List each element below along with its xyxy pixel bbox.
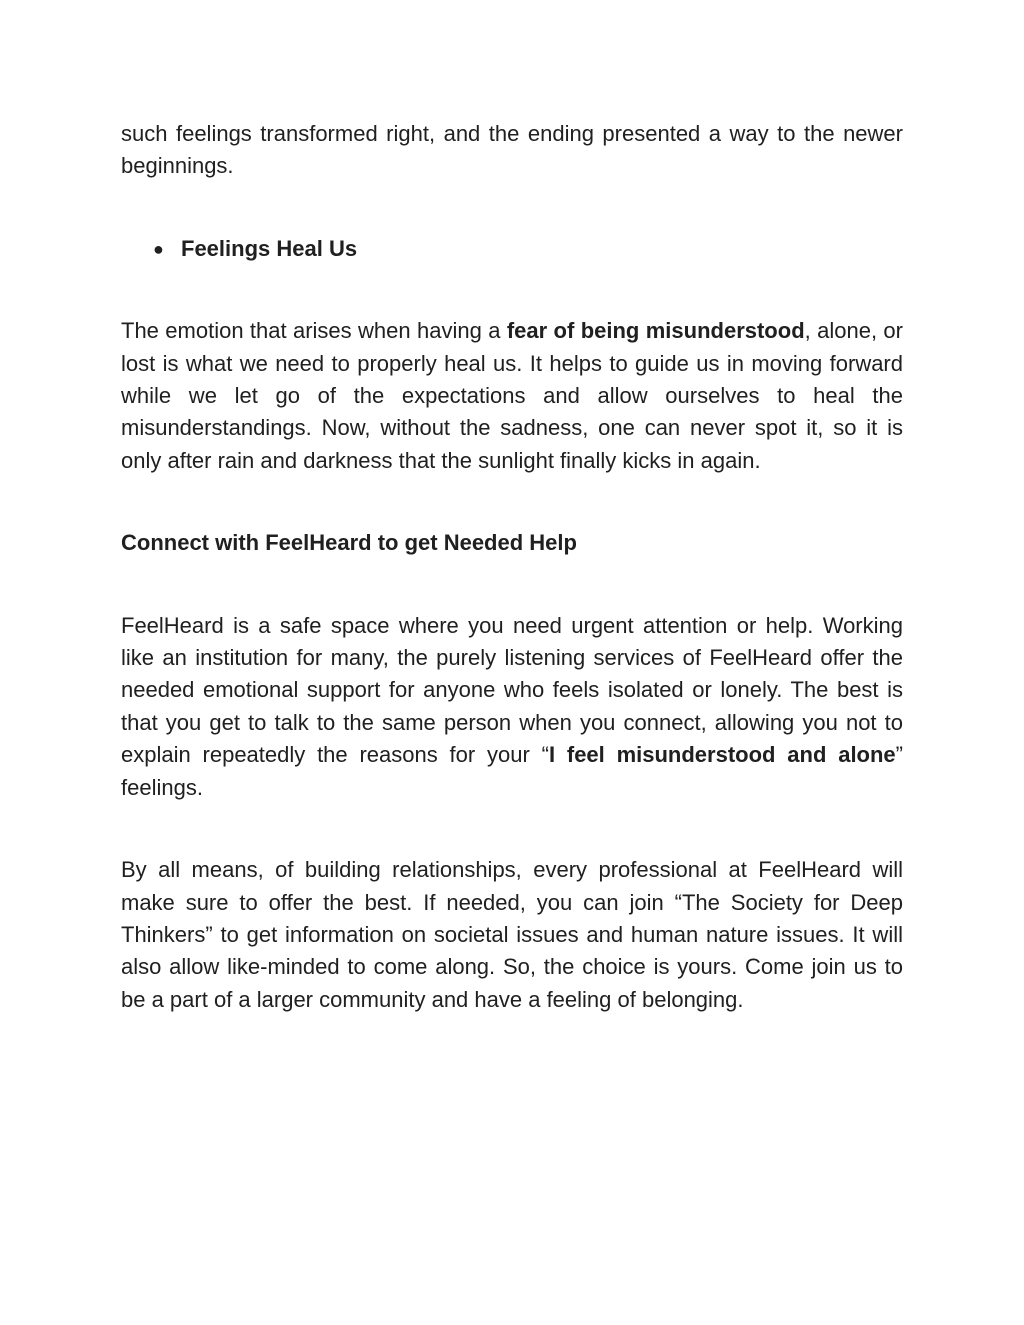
document-page — [121, 118, 903, 1016]
paragraph-heal-part2: , alone, or lost is what we need to properly heal us. It helps to guide us in moving forward while we let go of the expectations and allow ourselves to heal the misunderstandings. Now, without the sadness, one can never spot it, so it is only after rain and darkness that the sunlight finally kicks in again. — [121, 318, 903, 473]
heading-connect-text: Connect with FeelHeard to get Needed Help — [121, 530, 577, 556]
paragraph-society-text: By all means, of building relationships, every professional at FeelHeard will make sure to offer the best. If needed, you can join “The Society for Deep Thinkers” to get information on societal issues and human nature issues. It will also allow like-minded to come along. So, the choice is yours. Come join us to be a part of a larger community and have a feeling of belonging. — [121, 857, 903, 1012]
intro-paragraph-text: such feelings transformed right, and the ending presented a way to the newer beginnings. — [121, 121, 903, 179]
paragraph-feelheard-part1: FeelHeard is a safe space where you need urgent attention or help. Working like an institution for many, the purely listening services of FeelHeard offer the needed emotional support for anyone who feels isolated or lonely. The best is that you get to talk to the same person when you connect, allowing you not to explain repeatedly the reasons for your “ — [121, 612, 903, 768]
paragraph-heal — [121, 315, 903, 477]
paragraph-feelheard-part2: ” feelings. — [121, 742, 903, 800]
bullet-label: Feelings Heal Us — [181, 235, 358, 261]
section-bullet-list — [121, 233, 903, 265]
heading-connect — [121, 527, 903, 559]
paragraph-feelheard — [121, 610, 903, 804]
intro-paragraph — [121, 118, 903, 183]
bullet-dot-icon: ● — [153, 238, 164, 259]
bullet-item-feelings-heal-us — [121, 233, 903, 265]
paragraph-society — [121, 854, 903, 1016]
paragraph-heal-bold: fear of being misunderstood — [506, 318, 805, 344]
paragraph-feelheard-bold: I feel misunderstood and alone — [548, 742, 896, 768]
paragraph-heal-part1: The emotion that arises when having a — [121, 318, 507, 344]
